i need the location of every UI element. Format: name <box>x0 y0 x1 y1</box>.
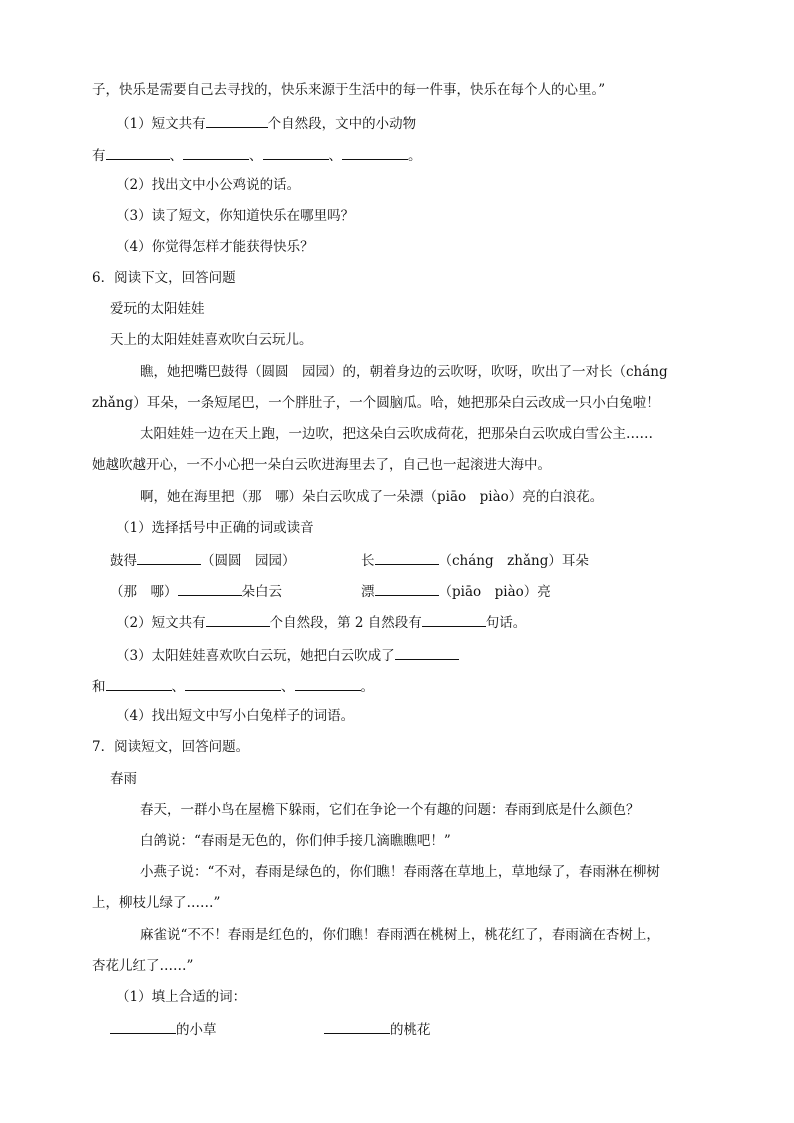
question-text: （3）太阳娃娃喜欢吹白云玩，她把白云吹成了 <box>116 648 395 664</box>
choice-text: 长 <box>361 553 375 569</box>
separator: 。 <box>360 679 374 695</box>
question-text: （1）短文共有 <box>116 116 206 132</box>
choice-options: （圆圆 园园） <box>201 553 296 569</box>
passage-title: 爱玩的太阳娃娃 <box>110 301 205 317</box>
passage-line: 太阳娃娃一边在天上跑，一边吹，把这朵白云吹成荷花，把那朵白云吹成白雪公主…… <box>140 426 653 442</box>
question-line: （4）找出短文中写小白兔样子的词语。 <box>116 708 355 724</box>
answer-blank[interactable] <box>324 1019 390 1034</box>
text-line: 子，快乐是需要自己去寻找的，快乐来源于生活中的每一件事，快乐在每个人的心里。” <box>92 82 606 98</box>
answer-blank[interactable] <box>395 645 459 660</box>
fill-line <box>324 1019 431 1039</box>
answer-blank[interactable] <box>137 550 201 565</box>
answer-line <box>92 145 422 165</box>
question-line <box>116 645 459 665</box>
answer-blank[interactable] <box>422 612 486 627</box>
choice-options: （那 哪） <box>110 584 178 600</box>
question-line: （2）找出文中小公鸡说的话。 <box>116 177 301 193</box>
answer-blank[interactable] <box>178 581 242 596</box>
question-line: （4）你觉得怎样才能获得快乐？ <box>116 239 314 255</box>
question-heading: 7．阅读短文，回答问题。 <box>92 739 250 755</box>
question-text: 和 <box>92 679 106 695</box>
answer-blank[interactable] <box>185 676 281 691</box>
passage-line: 天上的太阳娃娃喜欢吹白云玩儿。 <box>110 332 313 348</box>
passage-title: 春雨 <box>110 771 137 787</box>
answer-blank[interactable] <box>106 676 172 691</box>
passage-line: 春天，一群小鸟在屋檐下躲雨，它们在争论一个有趣的问题：春雨到底是什么颜色？ <box>140 802 640 818</box>
question-line <box>116 113 416 133</box>
question-heading: 6．阅读下文，回答问题 <box>92 270 236 286</box>
answer-line <box>92 676 374 696</box>
choice-line <box>110 550 296 570</box>
answer-blank[interactable] <box>206 113 268 128</box>
question-line: （1）选择括号中正确的词或读音 <box>116 520 314 536</box>
fill-line <box>110 1019 217 1039</box>
question-line: （3）读了短文，你知道快乐在哪里吗？ <box>116 208 355 224</box>
passage-line: 上，柳枝儿绿了……” <box>92 895 221 911</box>
separator: 、 <box>249 148 263 164</box>
choice-line <box>361 581 551 601</box>
answer-blank[interactable] <box>375 550 439 565</box>
answer-blank[interactable] <box>342 145 408 160</box>
answer-blank[interactable] <box>206 612 270 627</box>
question-text: 有 <box>92 148 106 164</box>
fill-text: 的桃花 <box>390 1022 431 1038</box>
separator: 。 <box>408 148 422 164</box>
choice-text: 朵白云 <box>241 584 282 600</box>
answer-blank[interactable] <box>295 676 361 691</box>
answer-blank[interactable] <box>110 1019 176 1034</box>
separator: 、 <box>281 679 295 695</box>
separator: 、 <box>328 148 342 164</box>
passage-line: 她越吹越开心，一不小心把一朵白云吹进海里去了，自己也一起滚进大海中。 <box>92 457 551 473</box>
passage-line: 麻雀说“不不！春雨是红色的，你们瞧！春雨洒在桃树上，桃花红了，春雨滴在杏树上， <box>140 927 660 943</box>
question-text: （2）短文共有 <box>116 615 206 631</box>
passage-line: 啊，她在海里把（那 哪）朵白云吹成了一朵漂（piāo piào）亮的白浪花。 <box>140 489 604 505</box>
choice-text: 鼓得 <box>110 553 137 569</box>
answer-blank[interactable] <box>375 581 439 596</box>
question-text: 个自然段，文中的小动物 <box>267 116 417 132</box>
separator: 、 <box>171 679 185 695</box>
question-line <box>116 612 526 632</box>
choice-options: （piāo piào）亮 <box>438 584 551 600</box>
separator: 、 <box>169 148 183 164</box>
passage-line: zhǎng）耳朵，一条短尾巴，一个胖肚子，一个圆脑瓜。哈，她把那朵白云改成一只小白兔啦！ <box>92 395 660 411</box>
passage-line: 白鸽说：“春雨是无色的，你们伸手接几滴瞧瞧吧！” <box>140 833 451 849</box>
passage-line: 杏花儿红了……” <box>92 958 194 974</box>
choice-line <box>361 550 589 570</box>
choice-line <box>110 581 282 601</box>
question-text: 个自然段，第 2 自然段有 <box>269 615 422 631</box>
choice-text: 漂 <box>361 584 375 600</box>
passage-line: 小燕子说：“不对，春雨是绿色的，你们瞧！春雨落在草地上，草地绿了，春雨淋在柳树 <box>140 864 660 880</box>
question-line: （1）填上合适的词： <box>116 989 247 1005</box>
answer-blank[interactable] <box>106 145 170 160</box>
passage-line: 瞧，她把嘴巴鼓得（圆圆 园园）的，朝着身边的云吹呀，吹呀，吹出了一对长（cháng <box>140 364 668 380</box>
fill-text: 的小草 <box>176 1022 217 1038</box>
answer-blank[interactable] <box>263 145 329 160</box>
answer-blank[interactable] <box>183 145 249 160</box>
question-text: 句话。 <box>485 615 527 631</box>
choice-options: （cháng zhǎng）耳朵 <box>438 553 589 569</box>
